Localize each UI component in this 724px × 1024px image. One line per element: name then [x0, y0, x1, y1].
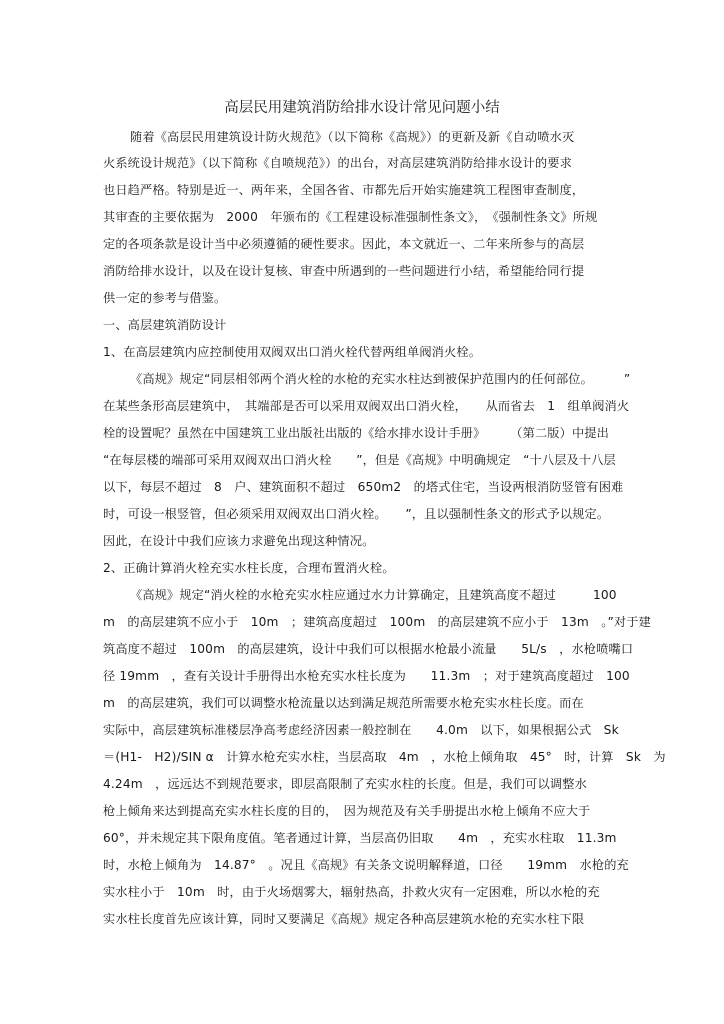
subsection-heading: 1、在高层建筑内应控制使用双阀双出口消火栓代替两组单阀消火栓。: [103, 345, 482, 359]
paragraph-line: 时，水枪上倾角为 14.87° 。况且《高规》有关条文说明解释道，口径 19mm 水枪的充: [103, 858, 629, 872]
paragraph-line: 其审查的主要依据为 2000 年颁布的《工程建设标准强制性条文》， 《强制性条文》所规: [103, 210, 598, 224]
paragraph-line: 火系统设计规范》（以下简称《自喷规范》）的出台，对高层建筑消防给排水设计的要求: [103, 156, 572, 170]
paragraph-line: m 的高层建筑，我们可以调整水枪流量以达到满足规范所需要水枪充实水柱长度。而在: [103, 696, 584, 710]
paragraph-line: 随着《高层民用建筑设计防火规范》（以下简称《高规》）的更新及新《自动喷水灭: [130, 130, 575, 144]
paragraph-line: 栓的设置呢？虽然在中国建筑工业出版社出版的《给水排水设计手册》 （第二版）中提出: [103, 426, 609, 440]
paragraph-line: 径 19mm ，查有关设计手册得出水枪充实水柱长度为 11.3m ；对于建筑高度超过 100: [103, 669, 630, 683]
document-title: 高层民用建筑消防给排水设计常见问题小结: [224, 100, 500, 116]
paragraph-line: 供一定的参考与借鉴。: [103, 291, 227, 305]
subsection-heading: 2、正确计算消火栓充实水柱长度，合理布置消火栓。: [103, 561, 395, 575]
paragraph-line: 也日趋严格。特别是近一、两年来，全国各省、市都先后开始实施建筑工程图审查制度，: [103, 183, 585, 197]
paragraph-line: 时，可设一根竖管，但必须采用双阀双出口消火栓。 ”，且以强制性条文的形式予以规定。: [103, 507, 610, 521]
paragraph-line: ＝(H1- H2)/SIN α 计算水枪充实水柱，当层高取 4m ，水枪上倾角取 45° 时，计算 Sk 为: [103, 750, 666, 764]
paragraph-line: 《高规》规定“消火栓的水枪充实水柱应通过水力计算确定，且建筑高度不超过 100: [130, 588, 617, 602]
paragraph-line: 实水柱小于 10m 时，由于火场烟雾大，辐射热高，扑救火灾有一定困难，所以水枪的充: [103, 885, 600, 899]
paragraph-line: 在某些条形高层建筑中， 其端部是否可以采用双阀双出口消火栓， 从而省去 1 组单阀消火: [103, 399, 630, 413]
paragraph-line: 以下，每层不超过 8 户、建筑面积不超过 650m2 的塔式住宅，当设两根消防竖管有困难: [103, 480, 624, 494]
paragraph-line: 《高规》规定“同层相邻两个消火栓的水枪的充实水柱达到被保护范围内的任何部位。 ”: [130, 372, 631, 386]
paragraph-line: “在每层楼的端部可采用双阀双出口消火栓 ”，但是《高规》中明确规定 “十八层及十八层: [103, 453, 616, 467]
paragraph-line: 实水柱长度首先应该计算，同时又要满足《高规》规定各种高层建筑水枪的充实水柱下限: [103, 912, 585, 926]
section-heading: 一、高层建筑消防设计: [103, 318, 227, 332]
paragraph-line: 因此，在设计中我们应该力求避免出现这种情况。: [103, 534, 375, 548]
paragraph-line: 定的各项条款是设计当中必须遵循的硬性要求。因此，本文就近一、二年来所参与的高层: [103, 237, 585, 251]
paragraph-line: 4.24m ，远远达不到规范要求，即层高限制了充实水柱的长度。但是，我们可以调整水: [103, 777, 587, 791]
paragraph-line: 枪上倾角来达到提高充实水柱长度的目的， 因为规范及有关手册提出水枪上倾角不应大于: [103, 804, 591, 818]
paragraph-line: 60°，并未规定其下限角度值。笔者通过计算，当层高仍旧取 4m ，充实水柱取 11.3m: [103, 831, 617, 845]
paragraph-line: m 的高层建筑不应小于 10m ；建筑高度超过 100m 的高层建筑不应小于 13m 。”对于建: [103, 615, 651, 629]
paragraph-line: 消防给排水设计，以及在设计复核、审查中所遇到的一些问题进行小结，希望能给同行提: [103, 264, 585, 278]
paragraph-line: 实际中，高层建筑标准楼层净高考虑经济因素一般控制在 4.0m 以下，如果根据公式 Sk: [103, 723, 619, 737]
paragraph-line: 筑高度不超过 100m 的高层建筑，设计中我们可以根据水枪最小流量 5L/s ，水枪喷嘴口: [103, 642, 634, 656]
